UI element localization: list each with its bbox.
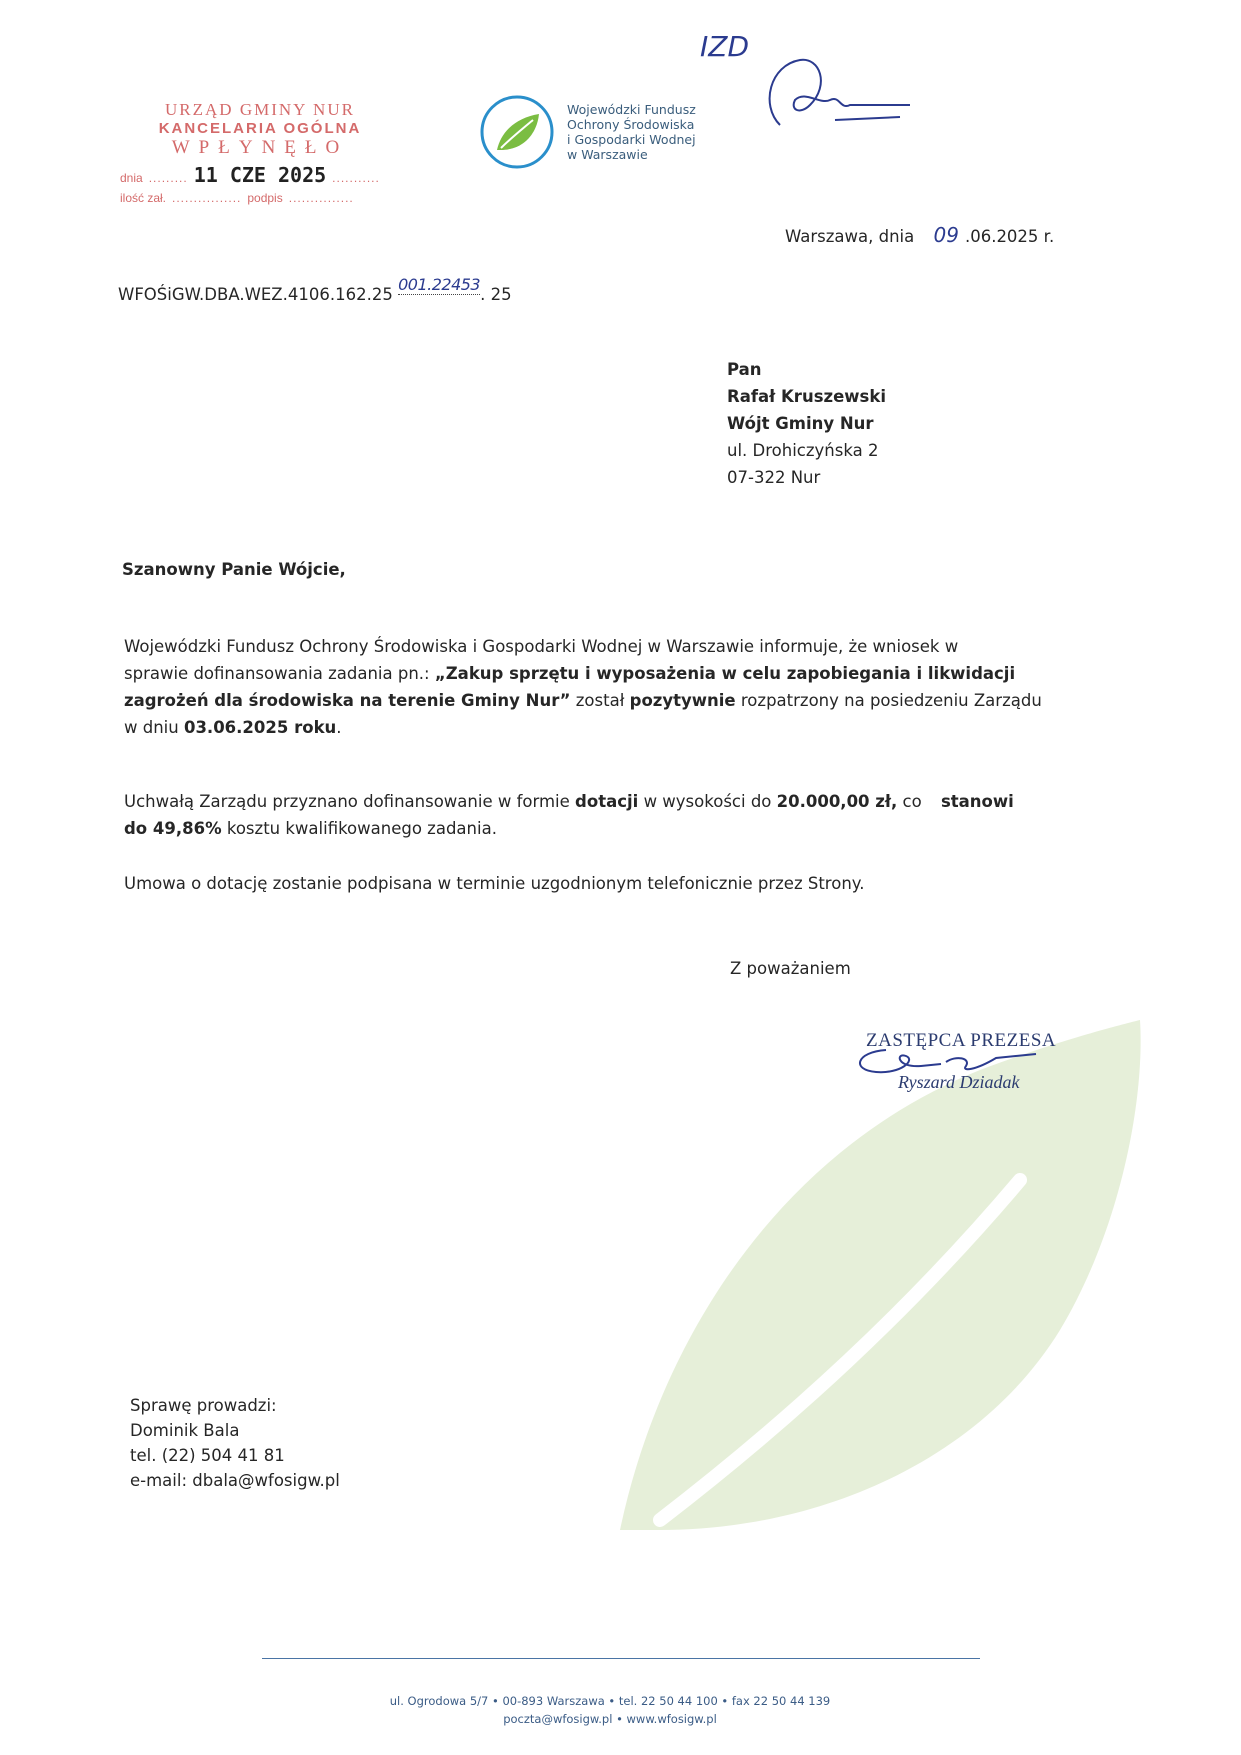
paragraph-1-line-3 [124,687,1084,714]
paragraph-3: Umowa o dotację zostanie podpisana w terminie uzgodnionym telefonicznie przez Strony. [124,874,865,893]
stamp-office: URZĄD GMINY NUR [165,100,355,119]
signature-name: Ryszard Dziadak [898,1072,1020,1092]
addressee-street: ul. Drohiczyńska 2 [727,441,879,460]
place-date-day: 09 [933,223,959,247]
stamp-attach-row: ilość zał. ................ podpis ............... [120,191,354,205]
grant-amount: 20.000,00 zł, [776,792,898,811]
decision-date: 03.06.2025 roku [183,718,337,737]
fund-logo [477,92,696,172]
paragraph-2-text-4: stanowi [940,792,1014,811]
signature-title: ZASTĘPCA PREZESA [866,1030,1057,1051]
logo-line-4: w Warszawie [567,147,648,162]
signature-stamp [866,1030,1096,1093]
place-date-suffix: .06.2025 r. [964,227,1055,246]
logo-line-2: Ochrony Środowiska [567,117,695,132]
closing: Z poważaniem [730,959,851,978]
paragraph-2 [124,788,1084,842]
handwritten-signature [846,1040,1046,1080]
contact-email: e-mail: dbala@wfosigw.pl [130,1471,340,1490]
paragraph-2-text-1: Uchwałą Zarządu przyznano dofinansowanie w formie [124,792,570,811]
paragraph-2-line-2 [124,815,1084,842]
logo-line-3: i Gospodarki Wodnej [567,132,696,147]
contact-label: Sprawę prowadzi: [130,1396,277,1415]
contact-name: Dominik Bala [130,1421,240,1440]
paragraph-1-line-4 [124,714,1084,741]
paragraph-2-text-3: co [902,792,922,811]
footer [380,1692,840,1728]
reference-handwritten: 001.22453 [398,275,481,294]
stamp-department: KANCELARIA OGÓLNA [158,120,362,137]
reference-number: WFOŚiGW.DBA.WEZ.4106.162.25 001.22453. 25 [118,275,512,304]
stamp-attach-label: ilość zał. [120,191,167,205]
greeting: Szanowny Panie Wójcie, [122,560,346,579]
task-title-part-1: „Zakup sprzętu i wyposażenia w celu zapobiegania i likwidacji [434,664,1016,683]
paragraph-1-line-1: Wojewódzki Fundusz Ochrony Środowiska i Gospodarki Wodnej w Warszawie informuje, że wniosek w [124,637,959,656]
paragraph-1-line-4-text: w dniu [124,718,179,737]
footer-address: ul. Ogrodowa 5/7 • 00-893 Warszawa • tel. 22 50 44 100 • fax 22 50 44 139 [389,1694,831,1708]
stamp-received: WPŁYNĘŁO [171,137,349,158]
handwritten-scribble [740,45,920,145]
addressee-salutation: Pan [727,360,762,379]
stamp-date-label: dnia [120,171,143,185]
incoming-stamp [120,100,420,205]
paragraph-2-line-1 [124,788,1084,815]
leaf-circle-icon [477,92,557,172]
paragraph-1-end: . [336,718,342,737]
addressee-position: Wójt Gminy Nur [727,414,874,433]
task-title-part-2: zagrożeń dla środowiska na terenie Gminy Nur” [124,691,571,710]
stamp-sign-label: podpis [247,191,283,205]
paragraph-1-line-3-rest: rozpatrzony na posiedzeniu Zarządu [740,691,1042,710]
contact-phone: tel. (22) 504 41 81 [130,1446,285,1465]
paragraph-2-text-5: kosztu kwalifikowanego zadania. [226,819,497,838]
grant-type: dotacji [575,792,639,811]
logo-line-1: Wojewódzki Fundusz [567,102,696,117]
stamp-date-value: 11 CZE 2025 [193,163,327,187]
handwritten-mark: IZD [700,30,749,63]
logo-text [567,102,696,162]
place-date-prefix: Warszawa, dnia [785,227,915,246]
paragraph-1-line-2 [124,660,1084,687]
addressee-name: Rafał Kruszewski [727,387,886,406]
grant-percentage: do 49,86% [124,819,222,838]
paragraph-1-line-3-text: został [575,691,625,710]
reference-prefix: WFOŚiGW.DBA.WEZ.4106.162.25 [118,285,393,304]
reference-suffix: 25 [490,285,512,304]
paragraph-2-text-2: w wysokości do [643,792,772,811]
footer-contact: poczta@wfosigw.pl • www.wfosigw.pl [503,1712,717,1726]
stamp-date-row: dnia ......... 11 CZE 2025 ........... [120,163,380,187]
place-date [785,222,1054,250]
footer-divider [262,1658,980,1659]
contact-block [130,1393,340,1493]
paragraph-1 [124,633,1084,741]
addressee-postal: 07-322 Nur [727,468,821,487]
paragraph-1-line-2-text: sprawie dofinansowania zadania pn.: [124,664,430,683]
decision-result: pozytywnie [629,691,736,710]
addressee-block [727,356,886,491]
